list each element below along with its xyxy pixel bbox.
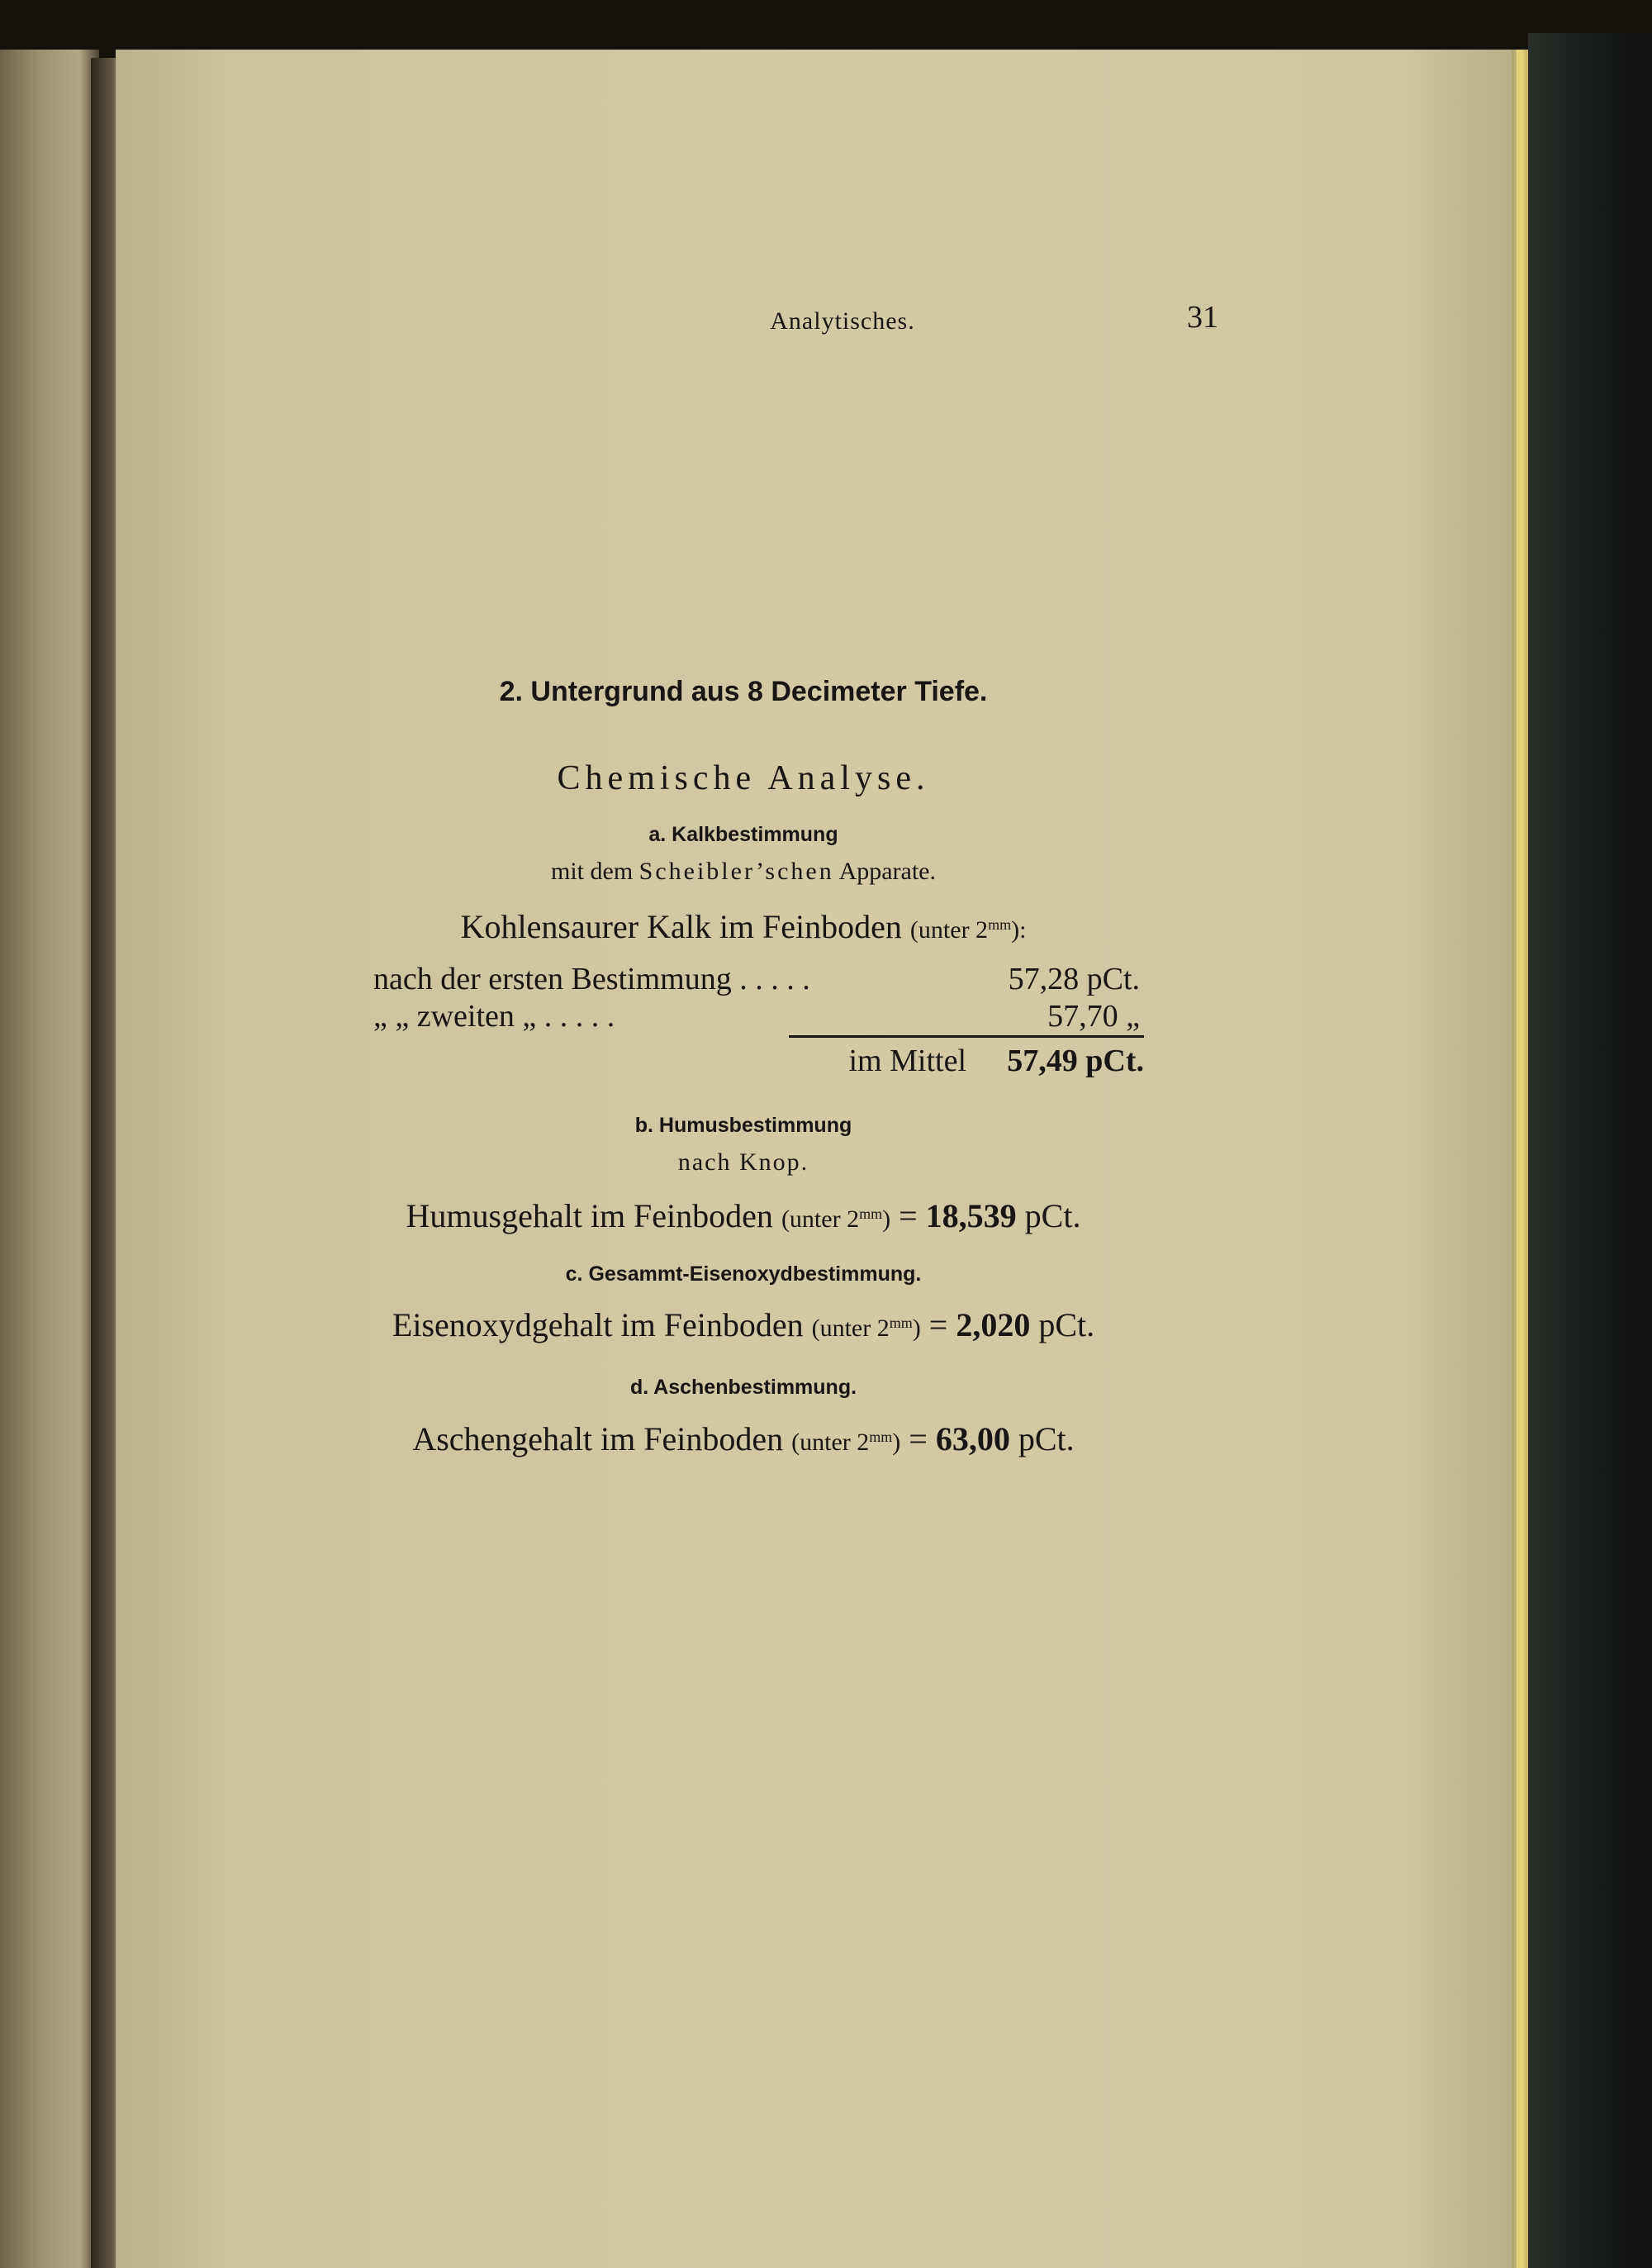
eisen-heading: c. Gesammt-Eisenoxydbestimmung. [565,1262,922,1286]
asche-paren-prefix: (unter 2 [791,1429,870,1456]
kalk-unit-paren [910,916,1026,944]
previous-page-edge [0,50,99,2268]
asche-value: 63,00 [935,1420,1010,1457]
kalk-mean-label: im Mittel [848,1044,966,1078]
book-cover-edge [1528,33,1652,2268]
asche-unit-paren [791,1429,900,1456]
kalk-row-first-label: nach der ersten Bestimmung . . . . . [373,962,810,996]
kalk-statement [330,907,1156,946]
eisen-value: 2,020 [956,1306,1031,1343]
asche-paren-suffix: ) [892,1429,901,1456]
kalk-method-prefix: mit dem [551,858,634,885]
section-title: 2. Untergrund aus 8 Decimeter Tiefe. [499,676,988,707]
eisen-value-unit: pCt. [1038,1306,1095,1343]
humus-heading: b. Humusbestimmung [634,1114,852,1137]
humus-paren-prefix: (unter 2 [781,1205,860,1233]
eisen-statement [322,1305,1165,1344]
kalk-method-suffix: Apparate. [838,858,936,885]
running-head: Analytisches. [770,307,915,335]
kalk-heading: a. Kalkbestimmung [648,823,838,846]
eisen-equals: = [928,1306,948,1343]
humus-unit-paren [781,1205,890,1233]
kalk-paren-suffix: ): [1011,916,1027,944]
humus-unit: mm [859,1205,883,1223]
asche-equals: = [909,1420,928,1457]
page-number: 31 [1187,300,1218,335]
eisen-paren-prefix: (unter 2 [811,1315,890,1342]
kalk-statement-text: Kohlensaurer Kalk im Feinboden [460,908,902,945]
asche-statement-text: Aschengehalt im Feinboden [412,1420,784,1457]
humus-method: nach Knop. [677,1148,809,1176]
sum-rule [789,1035,1144,1038]
humus-statement [330,1196,1156,1235]
eisen-unit: mm [889,1315,913,1332]
humus-paren-suffix: ) [882,1205,891,1233]
eisen-paren-suffix: ) [912,1315,921,1342]
humus-statement-text: Humusgehalt im Feinboden [406,1197,773,1234]
kalk-paren-prefix: (unter 2 [909,916,989,944]
kalk-row-second-value: 57,70 „ [1047,999,1140,1034]
gilt-edge [1517,50,1523,2268]
kalk-method-name: Scheibler’schen [638,858,834,885]
kalk-row-first-value: 57,28 pCt. [1008,962,1140,996]
asche-unit: mm [869,1429,893,1446]
humus-value-unit: pCt. [1024,1197,1081,1234]
kalk-method-line [430,858,1057,886]
asche-heading: d. Aschenbestimmung. [629,1376,857,1399]
kalk-mean-value: 57,49 pCt. [1007,1044,1144,1078]
kalk-row-second-label: „ „ zweiten „ . . . . . [373,999,615,1034]
asche-value-unit: pCt. [1018,1420,1075,1457]
eisen-unit-paren [812,1315,921,1342]
humus-equals: = [899,1197,918,1234]
kalk-unit: mm [988,916,1012,934]
analysis-title: Chemische Analyse. [557,759,930,797]
asche-statement [330,1419,1156,1458]
eisen-statement-text: Eisenoxydgehalt im Feinboden [392,1306,804,1343]
humus-value: 18,539 [925,1197,1017,1234]
